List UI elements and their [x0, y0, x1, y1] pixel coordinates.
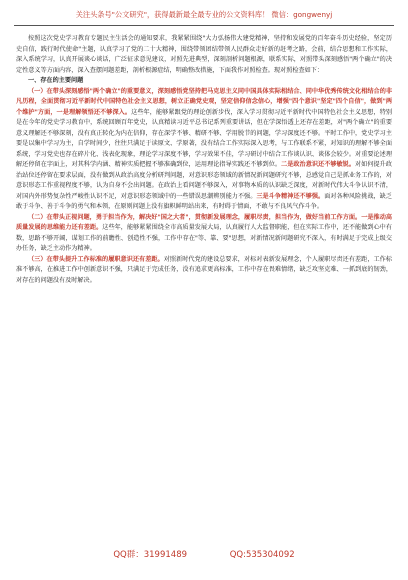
footer-qq: QQ:535304092: [229, 550, 295, 560]
section-heading: 一、存在的主要问题: [28, 77, 84, 84]
issue-paragraph-1: [16, 87, 392, 213]
issue-text-2: 这些年，能够紧紧围绕全市高质量发展大局，认真履行人大监督职能，但在实际工作中，还不能做到心中有数，思路不够开阔，谋划工作的前瞻性、创造性不强，工作中存在"等、靠、要"思想，对新情况新问题研究不深入，有时满足于完成上级交办任务，缺乏主动作为精神。: [16, 224, 392, 252]
header-divider: [14, 25, 394, 26]
issue-paragraph-2: [16, 213, 392, 255]
issue-text-1: 这些年，能够紧跟党的理论创新步伐，深入学习贯彻习近平新时代中国特色社会主义思想，特别是在今年的党史学习教育中，系统回顾百年党史，认真精读习近平总书记系列重要讲话，但在学深悟透上还存在差距，对"两个确立"的重要意义理解还不够深刻，没有真正转化为内在信仰，存在深学不够、精研不够、学用脱节的问题，学习深度还不够。平时工作中，党史学习主要是以集中学习为主，自学时间少，往往只满足于读原文、学原著，没有结合工作实际深入思考，与工作联系不紧，对知识的理解不够全面系统，学习党史也存在碎片化、浅表化现象，理论学习深度不够，学习效果不佳，学习研讨中结合工作谈认识、谈体会较少。对重要论述理解还停留在字面上，对其科学内涵、精神实质把握不够准确到位，运用理论指导实践还不够到位。: [16, 108, 392, 168]
page-footer: [0, 548, 408, 562]
issue-lead-2: （二）在带头正视问题，勇于担当作为，解决好"国之大者"，贯彻新发展理念，履职尽责，担当作为，做好当前工作方面。一是推动高质量发展的思维能力还有差距。: [16, 213, 392, 231]
issue-lead-1: （一）在带头深刻感悟"两个确立"的重要意义，深刻感悟党坚持把马克思主义同中国具体实际相结合、同中华优秀传统文化相结合的非凡历程，全面贯彻习近平新时代中国特色社会主义思想，树立正确党史观，坚定信仰信念信心，增强"四个意识"坚定"四个自信"，做到"两个维护"方面，一是理解领悟还不够深入。: [16, 87, 392, 116]
page-header: 关注头条号"公文研究"，获得最新最全最专业的公文资料库！ 微信：gongwenyj: [75, 10, 333, 19]
issue-lead-1b: 二是政治意识还不够敏锐。: [281, 161, 356, 168]
document-body: [16, 34, 392, 526]
footer-qq-group: QQ群：31991489: [113, 550, 188, 560]
intro-paragraph: 按照这次党史学习教育专题民主生活会的通知要求，我紧紧围绕"大力弘扬伟大建党精神，坚持和发展党的百年奋斗历史经验，坚定历史自信，践行时代使命"主题，认真学习了党的二十大精神，围绕带领团结带领人民群众走好新的赶考之路，会前，结合思想和工作实际，深入系统学习，认真开展谈心谈话，广泛征求意见建议，对照先进典型，深刻剖析问题根源，联系实际，对照带头深刻感悟"两个确立"的决定性意义等方面内容，深入查摆问题差距，剖析根源症结，明确整改措施，下面我作对照检查。现对照检查如下：: [16, 35, 392, 74]
issue-text-1c: 面对各种风险挑战，缺乏敢于斗争、善于斗争的勇气和本领，在原则问题上没有旗帜鲜明站出来，有时碍于情面，不敢与不良风气作斗争。: [16, 192, 392, 210]
issue-text-1b: 对如何提升政治站位还停留在要求层面，没有做到从政治高度分析研判问题，对意识形态领域的新情况新问题研究不够，总感觉自己是抓业务工作的，对意识形态工作重视程度不够，认为自身不会出问题。在政治上看问题不够深入，对事物本质的认识缺乏深度，对新时代伟大斗争认识不清，对国内外形势复杂性严峻性认识不足，对意识形态领域中的一些错误思潮辨别能力不强。: [16, 161, 392, 200]
issue-lead-1c: 三是斗争精神还不够强。: [256, 192, 325, 200]
issue-paragraph-3: [16, 255, 392, 287]
issue-text-3: 对照新时代党的建设总要求，对标对表新发展理念，个人履职尽责还有差距，工作标准不够高，在推进工作中创新意识不强，只满足于完成任务，没有追求更高标准，工作中存在畏难情绪，缺乏攻坚克难、一抓到底的韧劲，对存在的问题没有及时解决。: [16, 255, 392, 284]
issue-lead-3: （三）在带头提升工作标准的履职意识还有差距。: [28, 255, 164, 263]
